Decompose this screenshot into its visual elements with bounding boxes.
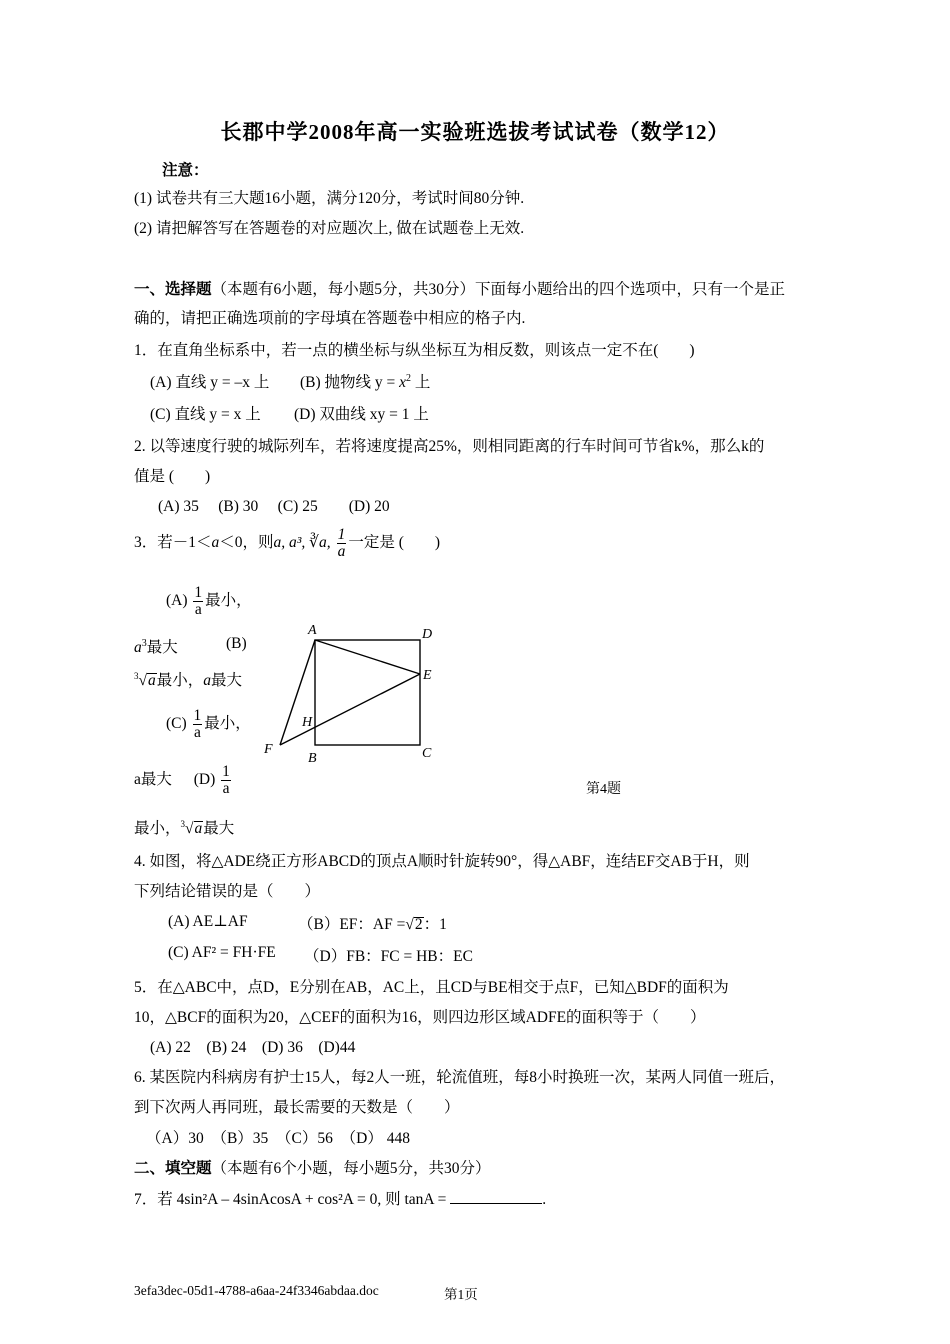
q3-option-c bbox=[166, 704, 251, 744]
q3-option-d-line2-post: 最大 bbox=[203, 820, 235, 837]
q5-stem-2: 10，△BCF的面积为20，△CEF的面积为16，则四边形区域ADFE的面积等于（ ） bbox=[134, 1009, 706, 1026]
q1-option-b-post: 上 bbox=[411, 374, 431, 391]
q1-option-a: (A) 直线 y = –x 上 bbox=[150, 374, 270, 391]
q3-option-c-frac bbox=[193, 708, 203, 741]
q3-option-c-text: 最小， bbox=[204, 715, 251, 732]
label-b: B bbox=[308, 751, 317, 766]
q4-option-a: (A) AE⊥AF bbox=[168, 913, 248, 930]
q2-options: (A) 35 (B) 30 (C) 25 (D) 20 bbox=[158, 498, 390, 515]
label-h: H bbox=[302, 715, 313, 730]
q2-stem-2: 值是 ( ) bbox=[134, 468, 211, 485]
q3-option-a-num: 1 bbox=[194, 583, 203, 601]
q3-option-c-line2: a最大 bbox=[134, 771, 172, 788]
q1-option-c: (C) 直线 y = x 上 bbox=[150, 406, 261, 423]
q3-option-d-den: a bbox=[222, 779, 230, 797]
square-abcd bbox=[315, 640, 420, 745]
q3-option-a bbox=[166, 581, 252, 621]
q3-option-b-var: a bbox=[203, 672, 212, 689]
q3-stem-frac-den: a bbox=[337, 542, 346, 560]
label-d: D bbox=[422, 627, 433, 642]
q6-options: （A）30 （B）35 （C）56 （D） 448 bbox=[146, 1130, 410, 1147]
q1-option-b-var: x bbox=[399, 374, 407, 391]
q3-stem-frac-num: 1 bbox=[337, 525, 346, 543]
q4-option-b: （B）EF：AF =√2：1 bbox=[298, 916, 447, 933]
q3-option-a-label: (A) bbox=[166, 592, 188, 609]
q1-option-b-text: (B) 抛物线 y = bbox=[300, 374, 400, 391]
q3-option-d-label: (D) bbox=[193, 771, 216, 788]
q7-answer-blank bbox=[450, 1189, 542, 1204]
q3-option-b: $^3$√a最小，a最大 bbox=[134, 670, 243, 689]
segment-ae bbox=[315, 640, 420, 674]
square-geometry-figure bbox=[258, 618, 448, 768]
q3-stem-var: a bbox=[211, 534, 220, 551]
q6-stem: 6. 某医院内科病房有护士15人，每2人一班，轮流值班，每8小时换班一次，某两人同值一班后， bbox=[134, 1069, 786, 1086]
q3-option-a-line2-sup: 3 bbox=[141, 637, 147, 649]
footer-filename: 3efa3dec-05d1-4788-a6aa-24f3346abdaa.doc bbox=[134, 1283, 379, 1298]
q4-stem-2: 下列结论错误的是（ ） bbox=[134, 883, 321, 900]
section1-desc: （本题有6小题，每小题5分，共30分）下面每小题给出的四个选项中，只有一个是正 bbox=[211, 281, 786, 298]
q7-stem-text: 7．若 4sin²A – 4sinAcosA + cos²A = 0, 则 tanA = bbox=[134, 1191, 451, 1208]
q4-option-b-post: ：1 bbox=[423, 916, 447, 933]
q3-option-c-den: a bbox=[193, 723, 201, 741]
q4-option-d: （D）FB：FC = HB：EC bbox=[304, 948, 473, 965]
q3-option-a-line2-var: a bbox=[134, 639, 142, 656]
q3-stem-list: a, a³, ∛a, bbox=[273, 534, 335, 551]
q3-option-a-den: a bbox=[194, 600, 202, 618]
q3-option-d-frac bbox=[221, 764, 231, 797]
q4-option-b-radicand: 2 bbox=[414, 916, 423, 933]
q4-option-c: (C) AF² = FH·FE bbox=[168, 944, 276, 961]
q3-option-b-index: 3 bbox=[134, 670, 139, 681]
label-f: F bbox=[264, 742, 273, 757]
q3-stem bbox=[134, 523, 440, 563]
q2-stem: 2. 以等速度行驶的城际列车，若将速度提高25%，则相同距离的行车时间可节省k%，那么k的 bbox=[134, 438, 765, 455]
page-title: 长郡中学2008年高一实验班选拔考试试卷（数学12） bbox=[220, 120, 730, 144]
label-e: E bbox=[423, 668, 432, 683]
q5-stem: 5．在△ABC中，点D，E分别在AB，AC上，且CD与BE相交于点F，已知△BDF的面积为 bbox=[134, 979, 729, 996]
q3-option-c-label: (C) bbox=[166, 715, 187, 732]
label-a: A bbox=[308, 623, 317, 638]
q6-stem-2: 到下次两人再同班，最长需要的天数是（ ） bbox=[134, 1099, 460, 1116]
q3-stem-pre: 3．若－1＜ bbox=[134, 534, 212, 551]
label-c: C bbox=[422, 746, 432, 761]
q3-option-d bbox=[134, 760, 233, 800]
q3-option-b-text2: 最大 bbox=[211, 672, 243, 689]
q3-option-d-line2: 最小，$^3$√a最大 bbox=[134, 818, 235, 837]
q3-option-d-index: 3 bbox=[180, 818, 186, 829]
q1-stem: 1．在直角坐标系中，若一点的横坐标与纵坐标互为相反数，则该点一定不在( ) bbox=[134, 342, 695, 359]
q4-option-b-pre: （B）EF：AF = bbox=[298, 916, 406, 933]
section2-intro bbox=[134, 1156, 491, 1178]
q3-stem-post: 一定是 ( ) bbox=[348, 534, 441, 551]
q3-option-c-num: 1 bbox=[193, 706, 202, 724]
footer-page-number: 第1页 bbox=[444, 1287, 478, 1302]
q7-stem-post: . bbox=[542, 1191, 547, 1208]
q3-option-d-line2-pre: 最小， bbox=[134, 820, 181, 837]
q3-option-b-label: (B) bbox=[226, 635, 247, 652]
q1-option-d: (D) 双曲线 xy = 1 上 bbox=[294, 406, 429, 423]
notice-heading: 注意： bbox=[162, 162, 209, 179]
q3-stem-frac bbox=[337, 527, 347, 560]
section2-heading: 二、填空题 bbox=[134, 1160, 212, 1177]
q3-option-a-line2 bbox=[134, 635, 178, 657]
q3-stem-mid: ＜0，则 bbox=[219, 534, 274, 551]
q3-option-d-radicand: a bbox=[194, 820, 203, 837]
notice-line-1: (1) 试卷共有三大题16小题，满分120分，考试时间80分钟. bbox=[134, 190, 525, 207]
q1-option-b bbox=[300, 370, 430, 392]
q1-option-b-sup: 2 bbox=[406, 372, 412, 384]
q3-option-a-text: 最小， bbox=[205, 592, 252, 609]
segment-fe bbox=[280, 674, 420, 745]
section1-heading: 一、选择题 bbox=[134, 281, 212, 298]
q3-option-b-radicand: a bbox=[148, 672, 156, 689]
section2-desc: （本题有6个小题，每小题5分，共30分） bbox=[211, 1160, 491, 1177]
q5-options: (A) 22 (B) 24 (D) 36 (D)44 bbox=[150, 1039, 356, 1056]
q4-stem: 4. 如图，将△ADE绕正方形ABCD的顶点A顺时针旋转90°，得△ABF，连结EF交AB于H，则 bbox=[134, 853, 750, 870]
notice-line-2: (2) 请把解答写在答题卷的对应题次上, 做在试题卷上无效. bbox=[134, 220, 525, 237]
figure-caption: 第4题 bbox=[586, 782, 621, 797]
q7-stem bbox=[134, 1187, 546, 1209]
section1-desc-2: 确的，请把正确选项前的字母填在答题卷中相应的格子内. bbox=[134, 310, 526, 327]
q3-option-b-text1: 最小， bbox=[156, 672, 204, 689]
q3-option-d-num: 1 bbox=[222, 762, 230, 780]
q3-option-a-line2-text: 最大 bbox=[146, 639, 178, 656]
section1-intro bbox=[134, 277, 785, 299]
q3-option-a-frac bbox=[193, 585, 203, 618]
